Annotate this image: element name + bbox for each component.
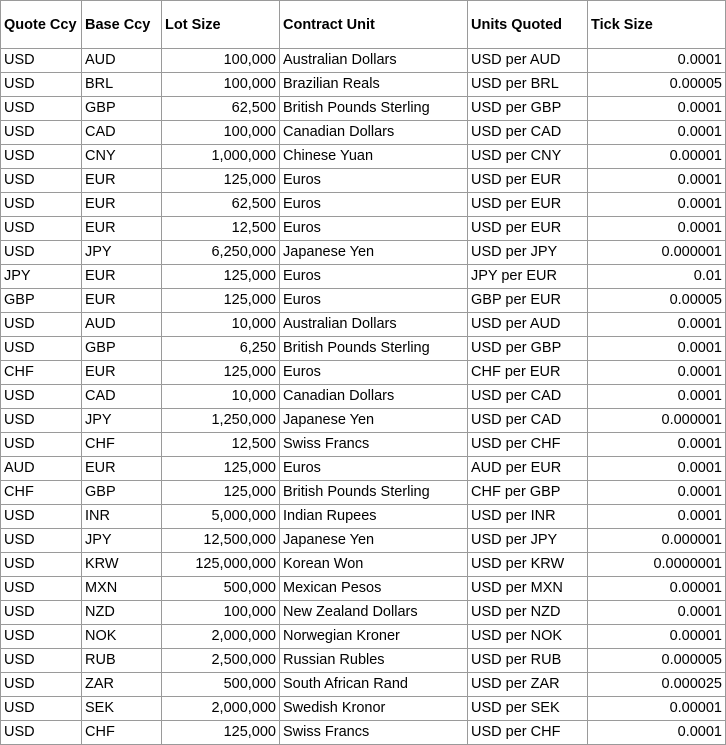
tick-size-cell: 0.0001 — [588, 49, 726, 73]
tick-size-cell: 0.0001 — [588, 121, 726, 145]
table-row — [1, 241, 726, 265]
contract-unit-cell: Euros — [280, 265, 468, 289]
base-ccy-cell: KRW — [82, 553, 162, 577]
tick-size-cell: 0.000001 — [588, 241, 726, 265]
base-ccy-cell: AUD — [82, 313, 162, 337]
contract-unit-cell: Japanese Yen — [280, 529, 468, 553]
table-row — [1, 625, 726, 649]
table-row — [1, 529, 726, 553]
units-quoted-cell: USD per GBP — [468, 337, 588, 361]
quote-ccy-cell: USD — [1, 433, 82, 457]
lot-size-cell: 6,250,000 — [162, 241, 280, 265]
tick-size-cell: 0.0001 — [588, 481, 726, 505]
units-quoted-cell: USD per EUR — [468, 169, 588, 193]
lot-size-cell: 62,500 — [162, 97, 280, 121]
units-quoted-cell: CHF per GBP — [468, 481, 588, 505]
tick-size-cell: 0.0001 — [588, 361, 726, 385]
lot-size-cell: 500,000 — [162, 577, 280, 601]
units-quoted-cell: GBP per EUR — [468, 289, 588, 313]
tick-size-cell: 0.0001 — [588, 505, 726, 529]
lot-size-cell: 125,000 — [162, 361, 280, 385]
table-row — [1, 313, 726, 337]
base-ccy-cell: JPY — [82, 241, 162, 265]
table-row — [1, 481, 726, 505]
lot-size-cell: 2,000,000 — [162, 625, 280, 649]
units-quoted-cell: USD per AUD — [468, 313, 588, 337]
quote-ccy-cell: USD — [1, 193, 82, 217]
base-ccy-cell: BRL — [82, 73, 162, 97]
lot-size-cell: 125,000 — [162, 289, 280, 313]
lot-size-cell: 10,000 — [162, 313, 280, 337]
lot-size-cell: 62,500 — [162, 193, 280, 217]
base-ccy-cell: INR — [82, 505, 162, 529]
contract-unit-cell: Australian Dollars — [280, 49, 468, 73]
contract-unit-cell: New Zealand Dollars — [280, 601, 468, 625]
units-quoted-cell: USD per EUR — [468, 193, 588, 217]
table-row — [1, 505, 726, 529]
contract-unit-cell: Swiss Francs — [280, 721, 468, 745]
base-ccy-cell: EUR — [82, 289, 162, 313]
lot-size-cell: 125,000 — [162, 721, 280, 745]
table-row — [1, 145, 726, 169]
quote-ccy-cell: AUD — [1, 457, 82, 481]
tick-size-cell: 0.0001 — [588, 169, 726, 193]
quote-ccy-cell: USD — [1, 217, 82, 241]
quote-ccy-cell: USD — [1, 409, 82, 433]
quote-ccy-cell: USD — [1, 625, 82, 649]
units-quoted-cell: USD per GBP — [468, 97, 588, 121]
base-ccy-cell: JPY — [82, 409, 162, 433]
lot-size-cell: 100,000 — [162, 601, 280, 625]
quote-ccy-cell: USD — [1, 505, 82, 529]
contract-unit-cell: Norwegian Kroner — [280, 625, 468, 649]
table-row — [1, 337, 726, 361]
tick-size-cell: 0.0001 — [588, 457, 726, 481]
units-quoted-cell: USD per NOK — [468, 625, 588, 649]
table-row — [1, 721, 726, 745]
base-ccy-cell: EUR — [82, 217, 162, 241]
quote-ccy-cell: USD — [1, 649, 82, 673]
table-row — [1, 265, 726, 289]
units-quoted-cell: USD per CHF — [468, 721, 588, 745]
table-header — [1, 1, 726, 49]
table-row — [1, 193, 726, 217]
base-ccy-cell: EUR — [82, 193, 162, 217]
tick-size-cell: 0.00005 — [588, 289, 726, 313]
base-ccy-cell: RUB — [82, 649, 162, 673]
header-tick-size: Tick Size — [588, 1, 726, 49]
contract-unit-cell: Euros — [280, 457, 468, 481]
lot-size-cell: 100,000 — [162, 121, 280, 145]
header-units-quoted: Units Quoted — [468, 1, 588, 49]
lot-size-cell: 6,250 — [162, 337, 280, 361]
tick-size-cell: 0.00001 — [588, 625, 726, 649]
lot-size-cell: 12,500,000 — [162, 529, 280, 553]
contract-unit-cell: British Pounds Sterling — [280, 97, 468, 121]
contract-unit-cell: Euros — [280, 193, 468, 217]
table-row — [1, 385, 726, 409]
units-quoted-cell: USD per NZD — [468, 601, 588, 625]
lot-size-cell: 5,000,000 — [162, 505, 280, 529]
header-contract-unit: Contract Unit — [280, 1, 468, 49]
tick-size-cell: 0.0000001 — [588, 553, 726, 577]
tick-size-cell: 0.000001 — [588, 529, 726, 553]
table-row — [1, 577, 726, 601]
quote-ccy-cell: GBP — [1, 289, 82, 313]
tick-size-cell: 0.0001 — [588, 337, 726, 361]
units-quoted-cell: USD per CAD — [468, 121, 588, 145]
contract-unit-cell: Japanese Yen — [280, 409, 468, 433]
tick-size-cell: 0.0001 — [588, 601, 726, 625]
quote-ccy-cell: USD — [1, 145, 82, 169]
base-ccy-cell: AUD — [82, 49, 162, 73]
quote-ccy-cell: USD — [1, 577, 82, 601]
quote-ccy-cell: USD — [1, 601, 82, 625]
tick-size-cell: 0.0001 — [588, 385, 726, 409]
tick-size-cell: 0.00001 — [588, 577, 726, 601]
tick-size-cell: 0.0001 — [588, 97, 726, 121]
lot-size-cell: 125,000,000 — [162, 553, 280, 577]
quote-ccy-cell: USD — [1, 49, 82, 73]
table-row — [1, 553, 726, 577]
base-ccy-cell: JPY — [82, 529, 162, 553]
units-quoted-cell: USD per INR — [468, 505, 588, 529]
base-ccy-cell: CAD — [82, 121, 162, 145]
quote-ccy-cell: USD — [1, 553, 82, 577]
units-quoted-cell: USD per AUD — [468, 49, 588, 73]
contract-unit-cell: Euros — [280, 289, 468, 313]
contract-unit-cell: Swiss Francs — [280, 433, 468, 457]
quote-ccy-cell: USD — [1, 385, 82, 409]
contract-unit-cell: Mexican Pesos — [280, 577, 468, 601]
table-row — [1, 49, 726, 73]
contract-unit-cell: Korean Won — [280, 553, 468, 577]
base-ccy-cell: MXN — [82, 577, 162, 601]
contract-unit-cell: Japanese Yen — [280, 241, 468, 265]
contract-unit-cell: South African Rand — [280, 673, 468, 697]
contract-unit-cell: Euros — [280, 361, 468, 385]
header-lot-size: Lot Size — [162, 1, 280, 49]
quote-ccy-cell: USD — [1, 313, 82, 337]
quote-ccy-cell: USD — [1, 337, 82, 361]
table-row — [1, 121, 726, 145]
contract-unit-cell: Canadian Dollars — [280, 121, 468, 145]
lot-size-cell: 125,000 — [162, 169, 280, 193]
tick-size-cell: 0.00001 — [588, 697, 726, 721]
base-ccy-cell: EUR — [82, 361, 162, 385]
tick-size-cell: 0.0001 — [588, 313, 726, 337]
table-row — [1, 169, 726, 193]
table-row — [1, 649, 726, 673]
table-row — [1, 97, 726, 121]
contract-unit-cell: Chinese Yuan — [280, 145, 468, 169]
contract-unit-cell: Indian Rupees — [280, 505, 468, 529]
base-ccy-cell: EUR — [82, 457, 162, 481]
table-row — [1, 673, 726, 697]
table-row — [1, 217, 726, 241]
contract-unit-cell: British Pounds Sterling — [280, 337, 468, 361]
lot-size-cell: 100,000 — [162, 73, 280, 97]
table-row — [1, 289, 726, 313]
base-ccy-cell: CNY — [82, 145, 162, 169]
tick-size-cell: 0.0001 — [588, 433, 726, 457]
lot-size-cell: 500,000 — [162, 673, 280, 697]
table-row — [1, 409, 726, 433]
lot-size-cell: 125,000 — [162, 457, 280, 481]
quote-ccy-cell: CHF — [1, 481, 82, 505]
units-quoted-cell: USD per JPY — [468, 529, 588, 553]
units-quoted-cell: AUD per EUR — [468, 457, 588, 481]
contract-unit-cell: Russian Rubles — [280, 649, 468, 673]
contract-unit-cell: Australian Dollars — [280, 313, 468, 337]
contract-unit-cell: British Pounds Sterling — [280, 481, 468, 505]
quote-ccy-cell: USD — [1, 169, 82, 193]
contract-unit-cell: Brazilian Reals — [280, 73, 468, 97]
lot-size-cell: 125,000 — [162, 265, 280, 289]
quote-ccy-cell: USD — [1, 721, 82, 745]
header-row — [1, 1, 726, 49]
base-ccy-cell: EUR — [82, 169, 162, 193]
table-row — [1, 457, 726, 481]
tick-size-cell: 0.01 — [588, 265, 726, 289]
lot-size-cell: 100,000 — [162, 49, 280, 73]
lot-size-cell: 125,000 — [162, 481, 280, 505]
units-quoted-cell: JPY per EUR — [468, 265, 588, 289]
table-row — [1, 73, 726, 97]
contract-unit-cell: Canadian Dollars — [280, 385, 468, 409]
lot-size-cell: 2,000,000 — [162, 697, 280, 721]
quote-ccy-cell: USD — [1, 121, 82, 145]
units-quoted-cell: USD per MXN — [468, 577, 588, 601]
tick-size-cell: 0.0001 — [588, 193, 726, 217]
quote-ccy-cell: USD — [1, 529, 82, 553]
tick-size-cell: 0.0001 — [588, 721, 726, 745]
units-quoted-cell: USD per CAD — [468, 385, 588, 409]
units-quoted-cell: USD per SEK — [468, 697, 588, 721]
contract-unit-cell: Euros — [280, 169, 468, 193]
table-row — [1, 697, 726, 721]
tick-size-cell: 0.000005 — [588, 649, 726, 673]
lot-size-cell: 12,500 — [162, 217, 280, 241]
units-quoted-cell: USD per JPY — [468, 241, 588, 265]
base-ccy-cell: CHF — [82, 433, 162, 457]
base-ccy-cell: CAD — [82, 385, 162, 409]
contract-unit-cell: Euros — [280, 217, 468, 241]
base-ccy-cell: GBP — [82, 337, 162, 361]
base-ccy-cell: GBP — [82, 481, 162, 505]
quote-ccy-cell: JPY — [1, 265, 82, 289]
header-base-ccy: Base Ccy — [82, 1, 162, 49]
units-quoted-cell: USD per RUB — [468, 649, 588, 673]
contract-unit-cell: Swedish Kronor — [280, 697, 468, 721]
base-ccy-cell: NOK — [82, 625, 162, 649]
lot-size-cell: 12,500 — [162, 433, 280, 457]
units-quoted-cell: USD per KRW — [468, 553, 588, 577]
base-ccy-cell: GBP — [82, 97, 162, 121]
tick-size-cell: 0.00005 — [588, 73, 726, 97]
base-ccy-cell: CHF — [82, 721, 162, 745]
lot-size-cell: 10,000 — [162, 385, 280, 409]
units-quoted-cell: CHF per EUR — [468, 361, 588, 385]
quote-ccy-cell: USD — [1, 73, 82, 97]
units-quoted-cell: USD per CNY — [468, 145, 588, 169]
base-ccy-cell: EUR — [82, 265, 162, 289]
units-quoted-cell: USD per CHF — [468, 433, 588, 457]
base-ccy-cell: NZD — [82, 601, 162, 625]
base-ccy-cell: ZAR — [82, 673, 162, 697]
quote-ccy-cell: CHF — [1, 361, 82, 385]
units-quoted-cell: USD per BRL — [468, 73, 588, 97]
lot-size-cell: 2,500,000 — [162, 649, 280, 673]
units-quoted-cell: USD per EUR — [468, 217, 588, 241]
lot-size-cell: 1,250,000 — [162, 409, 280, 433]
base-ccy-cell: SEK — [82, 697, 162, 721]
table-row — [1, 361, 726, 385]
units-quoted-cell: USD per CAD — [468, 409, 588, 433]
quote-ccy-cell: USD — [1, 97, 82, 121]
tick-size-cell: 0.00001 — [588, 145, 726, 169]
table-body — [1, 49, 726, 745]
lot-size-cell: 1,000,000 — [162, 145, 280, 169]
units-quoted-cell: USD per ZAR — [468, 673, 588, 697]
tick-size-cell: 0.0001 — [588, 217, 726, 241]
table-row — [1, 601, 726, 625]
quote-ccy-cell: USD — [1, 673, 82, 697]
tick-size-cell: 0.000025 — [588, 673, 726, 697]
table-row — [1, 433, 726, 457]
tick-size-cell: 0.000001 — [588, 409, 726, 433]
header-quote-ccy: Quote Ccy — [1, 1, 82, 49]
quote-ccy-cell: USD — [1, 697, 82, 721]
quote-ccy-cell: USD — [1, 241, 82, 265]
